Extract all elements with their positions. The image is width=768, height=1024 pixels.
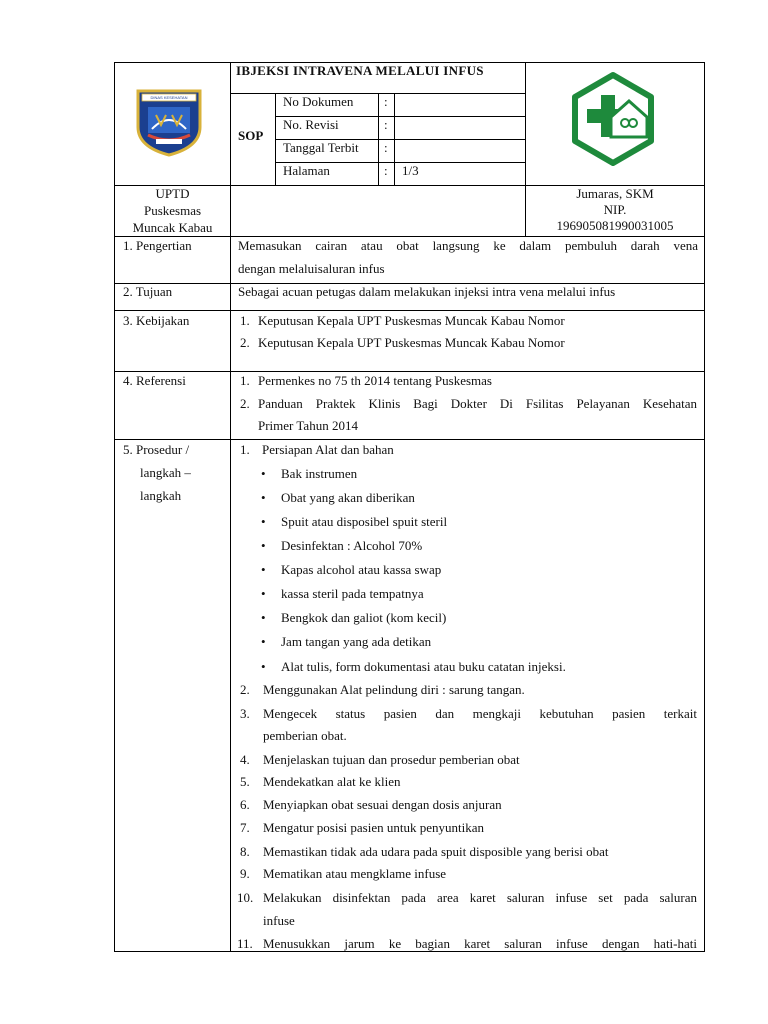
- regency-logo-text: DINAS KESEHATAN: [150, 95, 188, 100]
- step-num: 7.: [240, 820, 250, 835]
- step-text: Menjelaskan tujuan dan prosedur pemberian obat: [263, 752, 520, 767]
- pengertian-line2: dengan melaluisaluran infus: [238, 261, 385, 276]
- org-name-line3: Muncak Kabau: [132, 220, 213, 235]
- step-num: 3.: [240, 706, 250, 721]
- step-num: 9.: [240, 866, 250, 881]
- field-no-revisi-label: No. Revisi: [283, 117, 339, 132]
- step-1: Persiapan Alat dan bahan: [262, 442, 394, 457]
- field-halaman-sep: :: [384, 163, 388, 178]
- kebijakan-num1: 1.: [240, 313, 250, 328]
- field-no-dokumen-sep: :: [384, 94, 388, 109]
- section-label-tujuan: 2. Tujuan: [123, 284, 173, 299]
- section-label-referensi: 4. Referensi: [123, 373, 186, 388]
- equipment-item: • Jam tangan yang ada detikan: [261, 634, 431, 650]
- step-text: Mengatur posisi pasien untuk penyuntikan: [263, 820, 484, 835]
- field-tanggal-terbit-label: Tanggal Terbit: [283, 140, 359, 155]
- equipment-item: • Spuit atau disposibel spuit steril: [261, 514, 447, 530]
- step-text: Memastikan tidak ada udara pada spuit disposible yang berisi obat: [263, 844, 609, 859]
- step-text: Mematikan atau mengklame infuse: [263, 866, 447, 881]
- referensi-line3: Primer Tahun 2014: [258, 418, 358, 433]
- kebijakan-num2: 2.: [240, 335, 250, 350]
- referensi-line2: Panduan Praktek Klinis Bagi Dokter Di Fsilitas Pelayanan Kesehatan: [258, 396, 697, 411]
- step-num: 10.: [237, 890, 254, 905]
- referensi-line1: Permenkes no 75 th 2014 tentang Puskesmas: [258, 373, 492, 388]
- section-label-pengertian: 1. Pengertian: [123, 238, 192, 253]
- step-text-cont: pemberian obat.: [263, 728, 347, 743]
- section-label-kebijakan: 3. Kebijakan: [123, 313, 190, 328]
- kebijakan-line2: Keputusan Kepala UPT Puskesmas Muncak Kabau Nomor: [258, 335, 565, 350]
- section-label-prosedur-2: langkah –: [140, 465, 191, 480]
- equipment-item: • Bak instrumen: [261, 466, 357, 482]
- equipment-item: • Desinfektan : Alcohol 70%: [261, 538, 422, 554]
- regency-logo: [134, 87, 204, 157]
- equipment-item: • kassa steril pada tempatnya: [261, 586, 424, 602]
- tujuan-line1: Sebagai acuan petugas dalam melakukan injeksi intra vena melalui infus: [238, 284, 616, 299]
- field-tanggal-terbit-sep: :: [384, 140, 388, 155]
- sop-title: IBJEKSI INTRAVENA MELALUI INFUS: [236, 63, 484, 78]
- field-no-revisi-sep: :: [384, 117, 388, 132]
- step-text-cont: infuse: [263, 913, 295, 928]
- equipment-item: • Bengkok dan galiot (kom kecil): [261, 610, 446, 626]
- field-halaman-value: 1/3: [402, 163, 419, 178]
- field-halaman-label: Halaman: [283, 163, 330, 178]
- sop-label: SOP: [238, 128, 264, 143]
- field-no-dokumen-label: No Dokumen: [283, 94, 354, 109]
- equipment-item: • Kapas alcohol atau kassa swap: [261, 562, 441, 578]
- step-text: Menyiapkan obat sesuai dengan dosis anjuran: [263, 797, 502, 812]
- step-num: 2.: [240, 682, 250, 697]
- step-text: Mendekatkan alat ke klien: [263, 774, 401, 789]
- referensi-num2: 2.: [240, 396, 250, 411]
- section-label-prosedur-1: 5. Prosedur /: [123, 442, 190, 457]
- step-num: 6.: [240, 797, 250, 812]
- signatory-name: Jumaras, SKM: [576, 186, 654, 201]
- signatory-nip: 196905081990031005: [556, 218, 674, 233]
- equipment-item: • Obat yang akan diberikan: [261, 490, 415, 506]
- kebijakan-line1: Keputusan Kepala UPT Puskesmas Muncak Kabau Nomor: [258, 313, 565, 328]
- referensi-num1: 1.: [240, 373, 250, 388]
- section-label-prosedur-3: langkah: [140, 488, 182, 503]
- org-name-line1: UPTD: [155, 186, 190, 201]
- step-text: Mengecek status pasien dan mengkaji kebutuhan pasien terkait: [263, 706, 697, 721]
- equipment-item: • Alat tulis, form dokumentasi atau buku catatan injeksi.: [261, 659, 566, 675]
- step-1-num: 1.: [240, 442, 250, 457]
- step-text: Menggunakan Alat pelindung diri : sarung tangan.: [263, 682, 525, 697]
- step-text: Melakukan disinfektan pada area karet saluran infuse set pada saluran: [263, 890, 697, 905]
- pengertian-line1: Memasukan cairan atau obat langsung ke dalam pembuluh darah vena: [238, 238, 698, 253]
- step-num: 11.: [237, 936, 253, 951]
- step-num: 5.: [240, 774, 250, 789]
- step-num: 4.: [240, 752, 250, 767]
- step-text: Menusukkan jarum ke bagian karet saluran infuse dengan hati-hati: [263, 936, 697, 951]
- puskesmas-logo: [571, 71, 655, 167]
- step-num: 8.: [240, 844, 250, 859]
- org-name-line2: Puskesmas: [143, 203, 202, 218]
- signatory-nip-label: NIP.: [603, 202, 627, 217]
